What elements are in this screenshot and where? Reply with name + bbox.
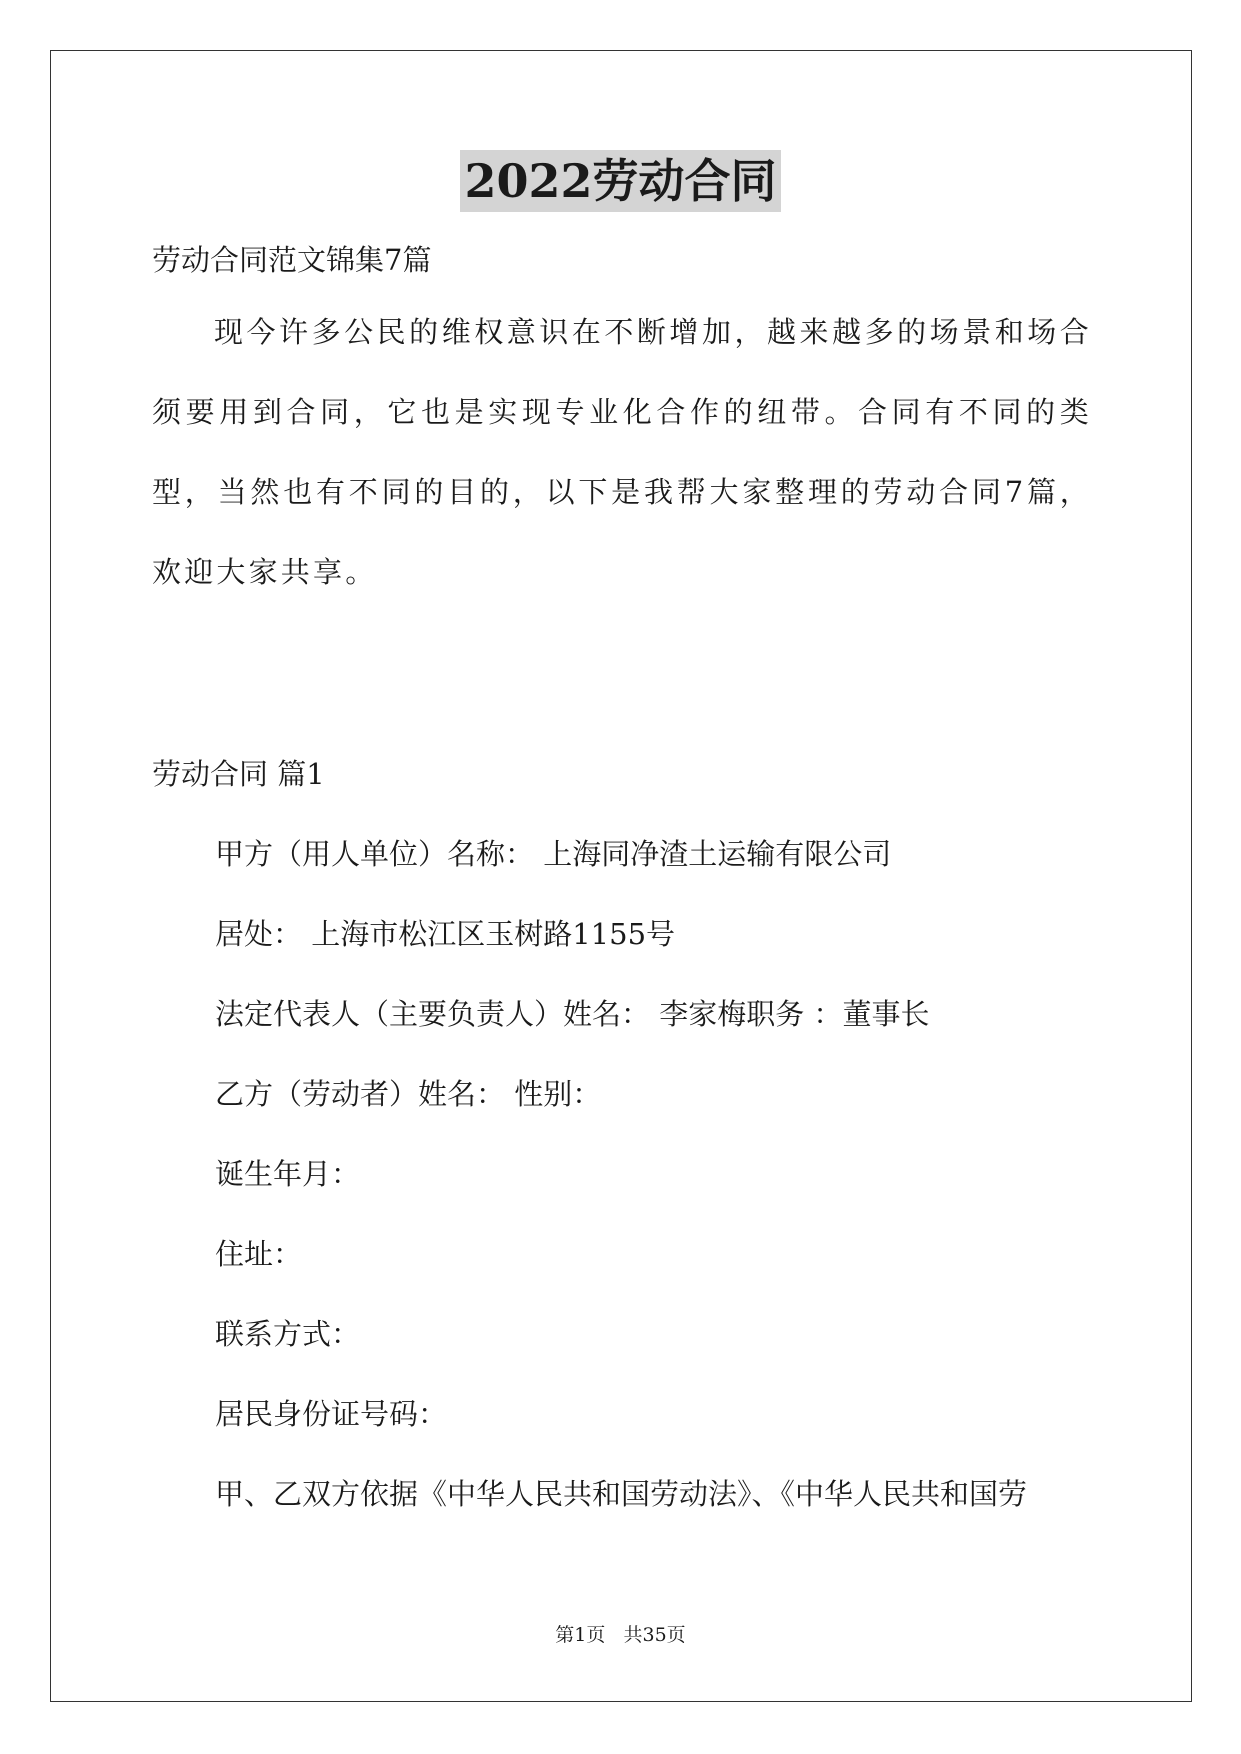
legal-representative-field: 法定代表人（主要负责人）姓名： 李家梅职务 ：董事长 xyxy=(215,997,930,1031)
title-container xyxy=(0,150,1241,212)
page-footer: 第1页 共35页 xyxy=(555,1624,686,1646)
employer-address-field: 居处： 上海市松江区玉树路1155号 xyxy=(215,917,676,951)
address-field: 住址： xyxy=(215,1237,303,1271)
contact-field: 联系方式： xyxy=(215,1317,361,1351)
id-number-field: 居民身份证号码： xyxy=(215,1397,448,1431)
agreement-basis-text: 甲、乙双方依据《中华人民共和国劳动法》、《中华人民共和国劳 xyxy=(215,1477,1028,1511)
section-heading: 劳动合同 篇1 xyxy=(152,757,325,791)
birth-date-field: 诞生年月： xyxy=(215,1157,361,1191)
employer-name-field: 甲方（用人单位）名称： 上海同净渣土运输有限公司 xyxy=(215,837,892,871)
document-subtitle: 劳动合同范文锦集7篇 xyxy=(152,243,432,277)
employee-name-gender-field: 乙方（劳动者）姓名： 性别： xyxy=(215,1077,602,1111)
document-title: 2022劳动合同 xyxy=(460,150,780,212)
intro-paragraph: 现今许多公民的维权意识在不断增加，越来越多的场景和场合须要用到合同，它也是实现专业化合作的纽带。合同有不同的类型，当然也有不同的目的，以下是我帮大家整理的劳动合同7篇，欢迎大家共享。 xyxy=(152,315,1092,589)
